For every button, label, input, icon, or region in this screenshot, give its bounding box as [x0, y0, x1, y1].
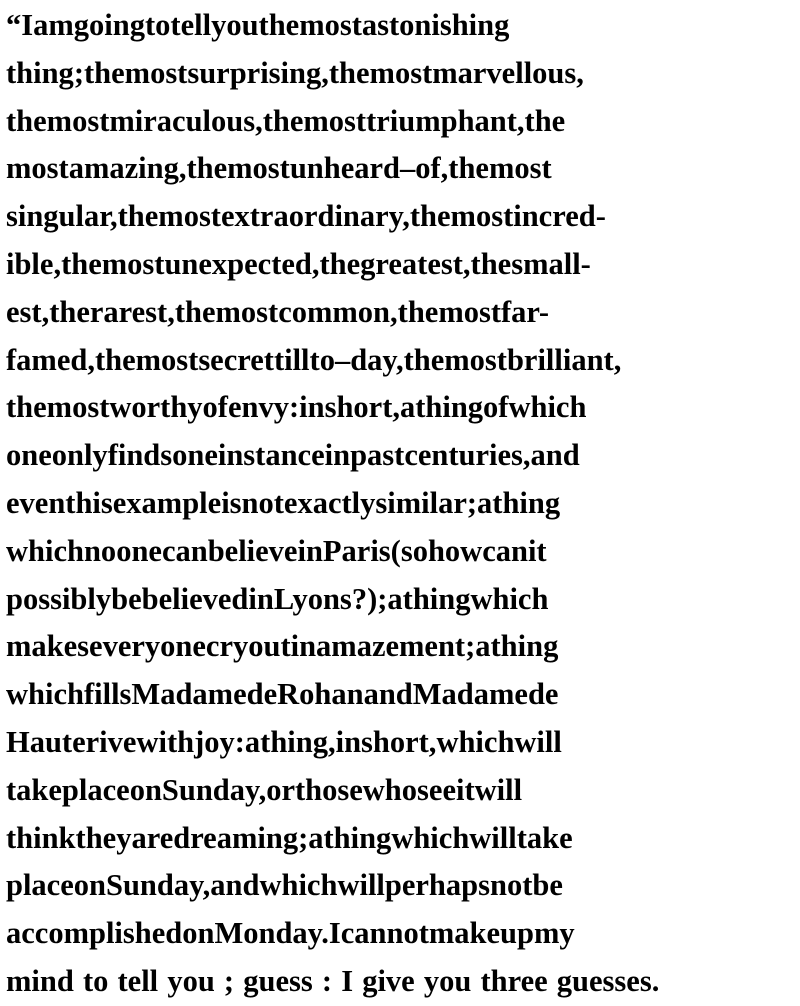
text-word: thing — [323, 820, 392, 855]
text-line — [6, 910, 794, 958]
text-word: on — [182, 916, 215, 951]
text-word: of — [483, 390, 509, 425]
text-word: short, — [361, 724, 437, 759]
text-word: thing — [492, 485, 561, 520]
text-word: the — [397, 294, 439, 329]
text-word: will — [474, 772, 523, 807]
text-word: think — [6, 820, 76, 855]
text-word: a — [475, 629, 491, 664]
text-word: in — [297, 533, 323, 568]
text-word: the — [403, 342, 445, 377]
text-word: place — [6, 868, 74, 903]
text-word: small- — [511, 246, 591, 281]
text-word: Sunday, — [105, 868, 211, 903]
body-paragraph — [6, 2, 794, 1006]
text-word: will — [469, 820, 517, 855]
text-line — [6, 193, 794, 241]
text-word: extraordinary, — [220, 199, 410, 234]
text-word: marvellous, — [432, 55, 584, 90]
text-word: most — [215, 294, 279, 329]
text-word: guess — [243, 963, 313, 998]
text-word: those — [295, 772, 363, 807]
text-word: Sunday, — [161, 772, 267, 807]
text-word: the — [262, 103, 304, 138]
text-word: with — [136, 724, 195, 759]
text-word: the — [328, 55, 370, 90]
text-word: in — [324, 438, 351, 473]
text-word: perhaps — [384, 868, 490, 903]
text-word: rarest, — [89, 294, 175, 329]
text-word: can — [161, 533, 208, 568]
text-word: which — [6, 677, 84, 712]
text-word: far- — [501, 294, 549, 329]
text-word: the — [448, 151, 489, 186]
text-word: ible, — [6, 246, 62, 281]
text-line — [6, 145, 794, 193]
text-word: most — [438, 294, 502, 329]
text-word: unexpected, — [164, 246, 320, 281]
text-line — [6, 241, 794, 289]
text-word: ; — [298, 820, 309, 855]
text-word: I — [341, 963, 354, 998]
text-word: which — [508, 390, 587, 425]
text-word: : — [234, 724, 245, 759]
text-word: most — [101, 246, 165, 281]
text-word: the — [174, 294, 216, 329]
text-word: on — [73, 868, 106, 903]
text-word: thing — [490, 629, 559, 664]
text-word: give — [362, 963, 415, 998]
text-word: the — [319, 246, 361, 281]
text-line — [6, 289, 794, 337]
text-word: worthy — [109, 390, 203, 425]
text-word: and — [210, 868, 260, 903]
text-word: one — [6, 438, 52, 473]
text-word: in — [299, 390, 325, 425]
text-word: most — [158, 199, 221, 234]
text-word: greatest, — [360, 246, 471, 281]
text-word: even — [6, 485, 66, 520]
text-word: it — [455, 772, 475, 807]
text-word: you — [167, 963, 215, 998]
text-word: Madame — [131, 677, 247, 712]
text-word: how — [427, 533, 483, 568]
text-word: the — [409, 199, 451, 234]
text-word: the — [83, 55, 125, 90]
text-word: and — [530, 438, 580, 473]
text-word: most — [227, 151, 290, 186]
text-word: the — [258, 8, 300, 42]
text-word: guesses. — [556, 963, 660, 998]
text-word: “I — [6, 8, 34, 42]
text-word: believed — [141, 581, 249, 616]
text-line — [6, 767, 794, 815]
text-word: mind — [6, 963, 74, 998]
text-word: the — [6, 390, 47, 425]
text-line — [6, 432, 794, 480]
text-word: Hauterive — [6, 724, 137, 759]
text-word: : — [321, 963, 333, 998]
text-word: a — [244, 724, 261, 759]
text-word: incred- — [513, 199, 606, 234]
text-word: most — [6, 151, 69, 186]
text-word: out — [248, 629, 291, 664]
text-word: est, — [6, 294, 50, 329]
text-word: instance — [217, 438, 325, 473]
text-line — [6, 719, 794, 767]
text-word: on — [129, 772, 162, 807]
text-word: miraculous, — [109, 103, 263, 138]
text-word: a — [387, 581, 403, 616]
text-word: de — [527, 677, 559, 712]
text-line — [6, 528, 794, 576]
text-word: I — [328, 916, 341, 951]
text-line — [6, 623, 794, 671]
text-word: Madame — [412, 677, 528, 712]
text-word: the — [49, 294, 90, 329]
text-word: one — [160, 629, 206, 664]
text-line — [6, 480, 794, 528]
text-word: be — [111, 581, 142, 616]
text-word: no — [83, 533, 117, 568]
text-word: place — [61, 772, 130, 807]
text-word: three — [480, 963, 548, 998]
text-word: dreaming — [173, 820, 299, 855]
text-word: joy — [194, 724, 235, 759]
text-word: most — [444, 342, 507, 377]
text-line — [6, 671, 794, 719]
text-line — [6, 98, 794, 146]
text-word: my — [533, 916, 575, 951]
text-word: ; — [465, 629, 476, 664]
text-word: ; — [466, 485, 478, 520]
text-word: be — [532, 868, 563, 903]
text-word: every — [89, 629, 161, 664]
text-word: amazement — [316, 629, 466, 664]
text-word: Lyons — [273, 581, 352, 616]
text-word: most — [135, 342, 199, 377]
text-word: you — [211, 8, 259, 42]
text-word: short, — [324, 390, 400, 425]
text-word: which — [436, 724, 515, 759]
text-word: most — [46, 390, 110, 425]
text-word: one — [172, 438, 218, 473]
text-line — [6, 50, 794, 98]
text-word: finds — [107, 438, 173, 473]
text-word: the — [117, 199, 159, 234]
text-word: thing — [415, 390, 484, 425]
text-word: can — [482, 533, 528, 568]
text-word: of — [202, 390, 228, 425]
text-word: take — [516, 820, 573, 855]
text-word: astonishing — [361, 8, 510, 42]
text-word: they — [75, 820, 132, 855]
text-word: amazing, — [68, 151, 187, 186]
text-word: which — [259, 868, 338, 903]
text-line — [6, 2, 794, 50]
text-word: most — [450, 199, 514, 234]
text-word: not — [489, 868, 533, 903]
text-word: exactly — [283, 485, 376, 520]
text-word: one — [116, 533, 162, 568]
text-word: Monday. — [214, 916, 329, 951]
text-word: will — [514, 724, 562, 759]
text-line — [6, 958, 794, 1006]
text-word: centuries, — [404, 438, 531, 473]
text-word: makes — [6, 629, 90, 664]
text-word: tell — [170, 8, 212, 42]
text-word: (so — [390, 533, 428, 568]
text-word: possibly — [6, 581, 112, 616]
text-word: tell — [117, 963, 159, 998]
text-word: believe — [207, 533, 298, 568]
text-word: envy — [227, 390, 289, 425]
text-word: up — [500, 916, 534, 951]
text-word: till — [273, 342, 310, 377]
text-word: : — [288, 390, 300, 425]
text-word: the — [6, 103, 47, 138]
text-word: triumphant, — [366, 103, 525, 138]
text-word: ; — [377, 581, 388, 616]
text-word: past — [350, 438, 405, 473]
text-word: is — [221, 485, 242, 520]
text-word: ?) — [351, 581, 378, 616]
text-word: Rohan — [277, 677, 364, 712]
text-word: thing, — [260, 724, 336, 759]
text-word: only — [51, 438, 108, 473]
text-word: a — [399, 390, 416, 425]
text-word: the — [61, 246, 102, 281]
text-word: de — [246, 677, 278, 712]
text-word: most — [124, 55, 188, 90]
text-word: most — [303, 103, 367, 138]
text-word: most — [299, 8, 362, 42]
text-word: cry — [205, 629, 249, 664]
text-word: most — [488, 151, 552, 186]
text-word: cannot — [340, 916, 429, 951]
text-word: this — [65, 485, 113, 520]
text-word: fills — [83, 677, 132, 712]
text-word: most — [46, 103, 110, 138]
text-word: to–day, — [309, 342, 404, 377]
text-line — [6, 576, 794, 624]
text-word: singular, — [6, 199, 118, 234]
text-word: thing — [402, 581, 471, 616]
text-word: not — [241, 485, 284, 520]
text-word: example — [112, 485, 222, 520]
text-word: or — [266, 772, 295, 807]
text-word: you — [423, 963, 472, 998]
text-word: to — [144, 8, 171, 42]
text-word: which — [6, 533, 84, 568]
text-word: secret — [198, 342, 274, 377]
text-word: take — [6, 772, 62, 807]
text-line — [6, 337, 794, 385]
text-word: thing — [6, 55, 74, 90]
text-word: a — [308, 820, 324, 855]
text-word: in — [335, 724, 362, 759]
text-word: common, — [278, 294, 398, 329]
text-word: which — [391, 820, 470, 855]
text-word: accomplished — [6, 916, 183, 951]
text-word: and — [363, 677, 413, 712]
text-word: see — [417, 772, 456, 807]
text-word: Paris — [322, 533, 391, 568]
text-word: are — [131, 820, 174, 855]
text-word: in — [290, 629, 317, 664]
text-word: the — [524, 103, 566, 138]
text-word: going — [73, 8, 145, 42]
text-word: unheard–of, — [289, 151, 449, 186]
text-word: the — [94, 342, 136, 377]
text-word: the — [186, 151, 228, 186]
text-line — [6, 384, 794, 432]
text-line — [6, 862, 794, 910]
text-line — [6, 815, 794, 863]
text-word: ; — [73, 55, 84, 90]
text-word: in — [248, 581, 274, 616]
text-word: make — [428, 916, 501, 951]
text-word: surprising, — [187, 55, 329, 90]
text-word: brilliant, — [506, 342, 622, 377]
text-word: ; — [223, 963, 235, 998]
text-word: most — [369, 55, 433, 90]
text-word: a — [477, 485, 493, 520]
text-word: will — [337, 868, 385, 903]
text-word: it — [527, 533, 547, 568]
text-word: which — [470, 581, 549, 616]
text-word: to — [82, 963, 109, 998]
text-word: the — [470, 246, 512, 281]
text-word: who — [362, 772, 418, 807]
text-word: similar — [375, 485, 467, 520]
text-word: am — [33, 8, 74, 42]
text-word: famed, — [6, 342, 95, 377]
